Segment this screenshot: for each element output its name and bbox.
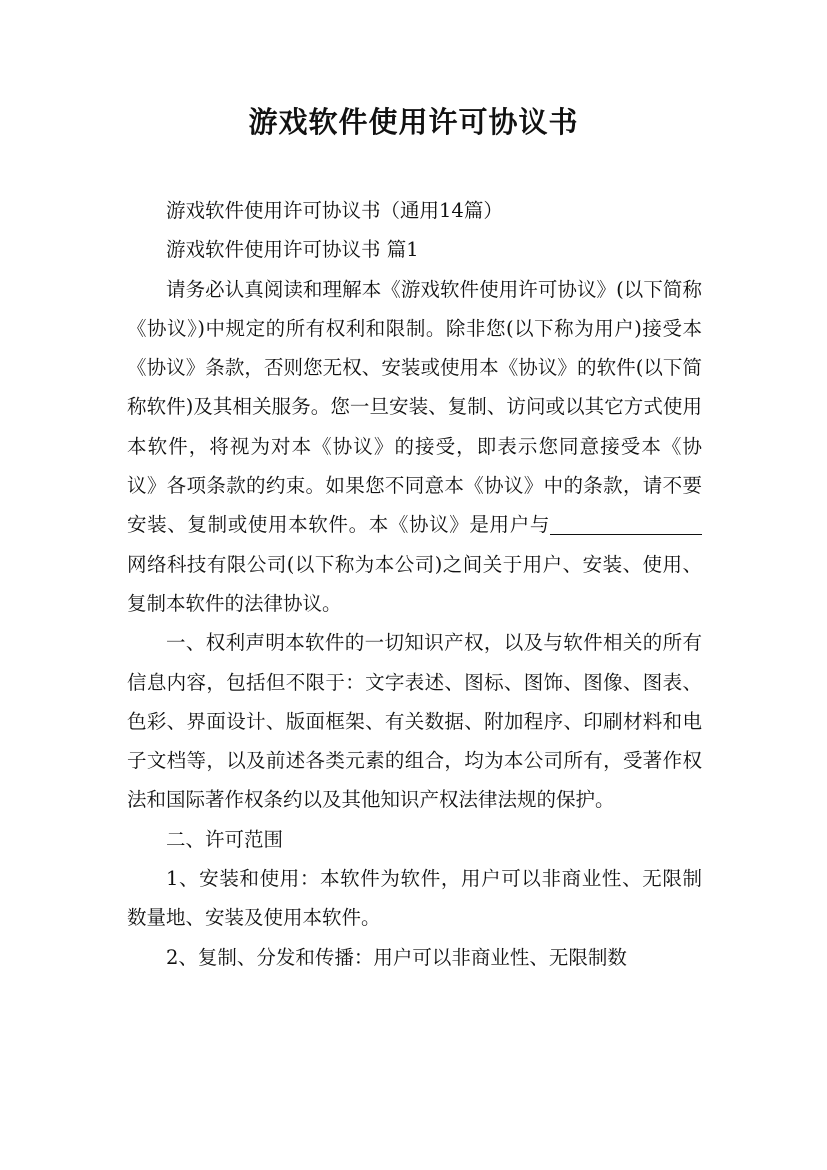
license-item-2: 2、复制、分发和传播：用户可以非商业性、无限制数 xyxy=(166,945,627,969)
license-heading: 二、许可范围 xyxy=(166,827,284,851)
document-title: 游戏软件使用许可协议书 xyxy=(248,105,579,139)
section-heading: 游戏软件使用许可协议书 篇1 xyxy=(166,238,419,262)
document-body xyxy=(127,191,702,977)
rights-paragraph: 一、权利声明本软件的一切知识产权，以及与软件相关的所有信息内容，包括但不限于：文字表述、图标、图饰、图像、图表、色彩、界面设计、版面框架、有关数据、附加程序、印刷材料和电子文档等，以及前述各类元素的组合，均为本公司所有，受著作权法和国际著作权条约以及其他知识产权法律法规的保护。 xyxy=(127,631,702,812)
intro-paragraph xyxy=(127,270,702,624)
license-item-1: 1、安装和使用：本软件为软件，用户可以非商业性、无限制数量地、安装及使用本软件。 xyxy=(127,867,702,930)
company-name-blank xyxy=(550,508,702,535)
subtitle-line: 游戏软件使用许可协议书（通用14篇） xyxy=(166,199,503,222)
intro-text-before-blank: 请务必认真阅读和理解本《游戏软件使用许可协议》(以下简称《协议》)中规定的所有权利和限制。除非您(以下称为用户)接受本《协议》条款，否则您无权、安装或使用本《协议》的软件(以下简称软件)及其相关服务。您一旦安装、复制、访问或以其它方式使用本软件，将视为对本《协议》的接受，即表示您同意接受本《协议》各项条款的约束。如果您不同意本《协议》中的条款，请不要安装、复制或使用本软件。本《协议》是用户与 xyxy=(127,277,702,537)
intro-text-after-blank: 网络科技有限公司(以下称为本公司)之间关于用户、安装、使用、复制本软件的法律协议。 xyxy=(127,552,702,615)
